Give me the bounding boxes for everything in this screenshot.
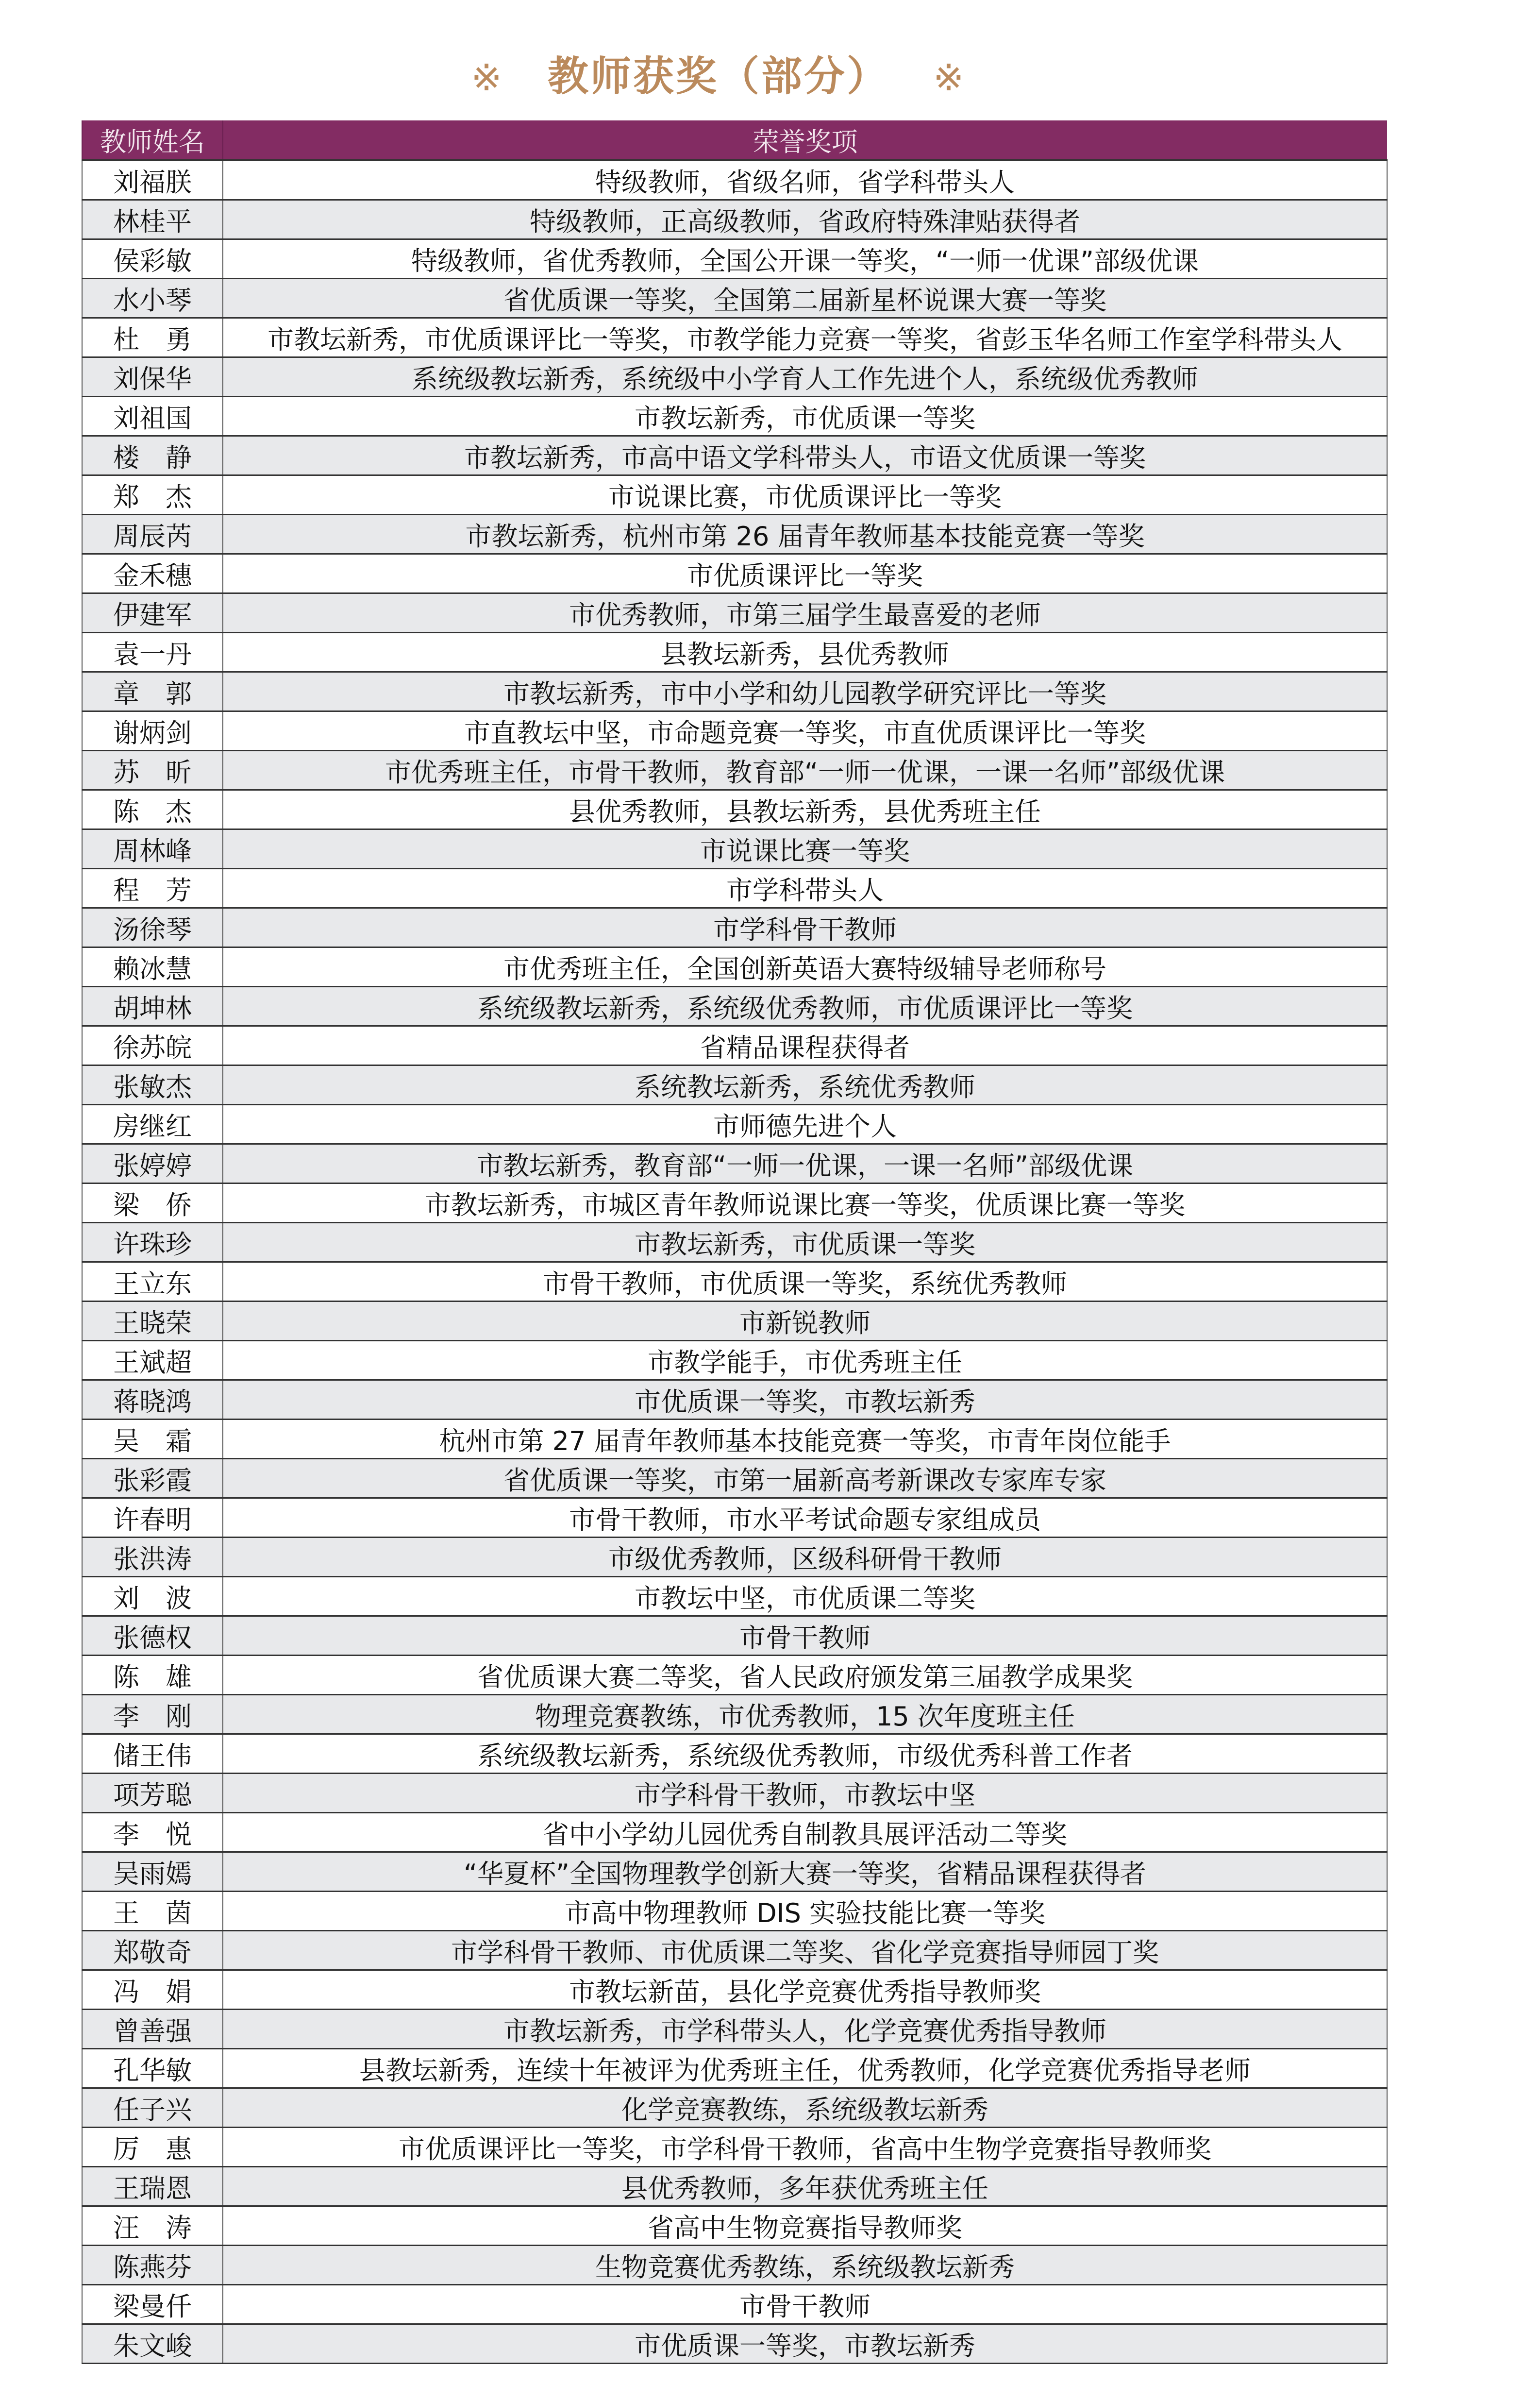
table-row <box>82 711 1387 751</box>
honors-cell: 市高中物理教师 DIS 实验技能比赛一等奖 <box>223 1892 1387 1931</box>
honors-cell: 市优秀班主任，全国创新英语大赛特级辅导老师称号 <box>223 947 1387 987</box>
teacher-name-cell: 金禾穗 <box>82 554 223 593</box>
teacher-name-cell: 吴雨嫣 <box>82 1852 223 1892</box>
honors-cell: 市优秀班主任，市骨干教师，教育部“一师一优课，一课一名师”部级优课 <box>223 751 1387 790</box>
teacher-name-cell: 郑 杰 <box>82 475 223 515</box>
table-row <box>82 1931 1387 1970</box>
teacher-name-cell: 杜 勇 <box>82 318 223 357</box>
honors-cell: “华夏杯”全国物理教学创新大赛一等奖，省精品课程获得者 <box>223 1852 1387 1892</box>
reference-mark-icon: ※ <box>471 56 504 99</box>
teacher-name-cell: 郑敬奇 <box>82 1931 223 1970</box>
teacher-name-cell: 朱文峻 <box>82 2324 223 2364</box>
table-row <box>82 2206 1387 2246</box>
teacher-name-cell: 汤徐琴 <box>82 908 223 947</box>
honors-cell: 省优质课大赛二等奖，省人民政府颁发第三届教学成果奖 <box>223 1656 1387 1695</box>
table-row <box>82 2128 1387 2167</box>
table-row <box>82 1970 1387 2010</box>
teacher-name-cell: 厉 惠 <box>82 2128 223 2167</box>
table-row <box>82 1774 1387 1813</box>
honors-cell: 系统级教坛新秀，系统级优秀教师，市优质课评比一等奖 <box>223 987 1387 1026</box>
teacher-name-cell: 项芳聪 <box>82 1774 223 1813</box>
title-text: 教师获奖（部分） <box>547 52 889 100</box>
table-row <box>82 1616 1387 1656</box>
honors-cell: 市骨干教师 <box>223 1616 1387 1656</box>
teacher-name-cell: 汪 涛 <box>82 2206 223 2246</box>
honors-cell: 市师德先进个人 <box>223 1105 1387 1144</box>
honors-cell: 省优质课一等奖，全国第二届新星杯说课大赛一等奖 <box>223 279 1387 318</box>
table-row <box>82 1262 1387 1302</box>
honors-cell: 市骨干教师，市水平考试命题专家组成员 <box>223 1498 1387 1538</box>
honors-cell: 市学科骨干教师，市教坛中坚 <box>223 1774 1387 1813</box>
honors-cell: 特级教师，省级名师，省学科带头人 <box>223 160 1387 200</box>
table-row <box>82 160 1387 200</box>
honors-cell: 生物竞赛优秀教练，系统级教坛新秀 <box>223 2246 1387 2285</box>
honors-cell: 市教坛新秀，市中小学和幼儿园教学研究评比一等奖 <box>223 672 1387 711</box>
table-row <box>82 947 1387 987</box>
table-row <box>82 1498 1387 1538</box>
table-row <box>82 869 1387 908</box>
teacher-name-cell: 侯彩敏 <box>82 239 223 279</box>
teacher-name-cell: 吴 霜 <box>82 1420 223 1459</box>
table-row <box>82 475 1387 515</box>
table-row <box>82 1577 1387 1616</box>
table-row <box>82 436 1387 475</box>
page-title <box>0 44 1437 102</box>
teacher-name-cell: 周林峰 <box>82 829 223 869</box>
table-row <box>82 357 1387 397</box>
table-row <box>82 829 1387 869</box>
teacher-name-cell: 王斌超 <box>82 1341 223 1380</box>
table-row <box>82 2285 1387 2324</box>
honors-cell: 市优质课一等奖，市教坛新秀 <box>223 1380 1387 1420</box>
teacher-name-cell: 任子兴 <box>82 2088 223 2128</box>
table-row <box>82 908 1387 947</box>
teacher-name-cell: 刘保华 <box>82 357 223 397</box>
teacher-name-cell: 许珠珍 <box>82 1223 223 1262</box>
honors-cell: 系统教坛新秀，系统优秀教师 <box>223 1065 1387 1105</box>
honors-cell: 特级教师，省优秀教师，全国公开课一等奖，“一师一优课”部级优课 <box>223 239 1387 279</box>
teacher-name-cell: 张彩霞 <box>82 1459 223 1498</box>
teacher-name-cell: 许春明 <box>82 1498 223 1538</box>
teacher-name-cell: 房继红 <box>82 1105 223 1144</box>
honors-cell: 市教坛新秀，市高中语文学科带头人，市语文优质课一等奖 <box>223 436 1387 475</box>
table-row <box>82 2167 1387 2206</box>
honors-cell: 县优秀教师，县教坛新秀，县优秀班主任 <box>223 790 1387 829</box>
teacher-name-cell: 程 芳 <box>82 869 223 908</box>
honors-cell: 市教学能手，市优秀班主任 <box>223 1341 1387 1380</box>
honors-cell: 市优质课一等奖，市教坛新秀 <box>223 2324 1387 2364</box>
teacher-name-cell: 谢炳剑 <box>82 711 223 751</box>
honors-cell: 市说课比赛一等奖 <box>223 829 1387 869</box>
table-row <box>82 554 1387 593</box>
honors-cell: 省中小学幼儿园优秀自制教具展评活动二等奖 <box>223 1813 1387 1852</box>
teacher-name-cell: 赖冰慧 <box>82 947 223 987</box>
honors-cell: 市教坛新秀，杭州市第 26 届青年教师基本技能竞赛一等奖 <box>223 515 1387 554</box>
teacher-name-cell: 梁曼仟 <box>82 2285 223 2324</box>
honors-cell: 市优秀教师，市第三届学生最喜爱的老师 <box>223 593 1387 633</box>
honors-cell: 市说课比赛，市优质课评比一等奖 <box>223 475 1387 515</box>
teacher-name-cell: 李 悦 <box>82 1813 223 1852</box>
teacher-name-cell: 刘福朕 <box>82 160 223 200</box>
table-row <box>82 1420 1387 1459</box>
table-body <box>82 160 1387 2364</box>
teacher-name-cell: 徐苏皖 <box>82 1026 223 1065</box>
teacher-name-cell: 陈 杰 <box>82 790 223 829</box>
teacher-name-cell: 张婷婷 <box>82 1144 223 1184</box>
teacher-name-cell: 冯 娟 <box>82 1970 223 2010</box>
teacher-name-cell: 王立东 <box>82 1262 223 1302</box>
table-row <box>82 633 1387 672</box>
table-row <box>82 593 1387 633</box>
honors-cell: 省高中生物竞赛指导教师奖 <box>223 2206 1387 2246</box>
teacher-name-cell: 张德权 <box>82 1616 223 1656</box>
table-row <box>82 239 1387 279</box>
awards-table <box>82 120 1388 2364</box>
teacher-name-cell: 王 茵 <box>82 1892 223 1931</box>
table-row <box>82 318 1387 357</box>
teacher-name-cell: 刘 波 <box>82 1577 223 1616</box>
table-row <box>82 515 1387 554</box>
table-row <box>82 2088 1387 2128</box>
honors-cell: 县教坛新秀，连续十年被评为优秀班主任，优秀教师，化学竞赛优秀指导老师 <box>223 2049 1387 2088</box>
honors-cell: 市教坛新苗，县化学竞赛优秀指导教师奖 <box>223 1970 1387 2010</box>
teacher-name-cell: 刘祖国 <box>82 397 223 436</box>
reference-mark-icon: ※ <box>933 56 966 99</box>
table-row <box>82 1341 1387 1380</box>
table-row <box>82 1026 1387 1065</box>
teacher-name-cell: 李 刚 <box>82 1695 223 1734</box>
table-row <box>82 1380 1387 1420</box>
teacher-name-cell: 陈 雄 <box>82 1656 223 1695</box>
teacher-name-cell: 周辰芮 <box>82 515 223 554</box>
teacher-name-cell: 林桂平 <box>82 200 223 239</box>
honors-cell: 特级教师，正高级教师，省政府特殊津贴获得者 <box>223 200 1387 239</box>
header-teacher-name: 教师姓名 <box>82 120 223 160</box>
honors-cell: 县教坛新秀，县优秀教师 <box>223 633 1387 672</box>
honors-cell: 市新锐教师 <box>223 1302 1387 1341</box>
table-row <box>82 1538 1387 1577</box>
honors-cell: 杭州市第 27 届青年教师基本技能竞赛一等奖，市青年岗位能手 <box>223 1420 1387 1459</box>
table-row <box>82 2246 1387 2285</box>
table-header-row <box>82 120 1387 160</box>
table-row <box>82 1695 1387 1734</box>
table-row <box>82 2324 1387 2364</box>
teacher-name-cell: 水小琴 <box>82 279 223 318</box>
teacher-name-cell: 孔华敏 <box>82 2049 223 2088</box>
teacher-name-cell: 曾善强 <box>82 2010 223 2049</box>
table-row <box>82 1656 1387 1695</box>
honors-cell: 化学竞赛教练，系统级教坛新秀 <box>223 2088 1387 2128</box>
honors-cell: 市教坛新秀，市学科带头人，化学竞赛优秀指导教师 <box>223 2010 1387 2049</box>
honors-cell: 系统级教坛新秀，系统级中小学育人工作先进个人，系统级优秀教师 <box>223 357 1387 397</box>
table-row <box>82 397 1387 436</box>
teacher-name-cell: 王晓荣 <box>82 1302 223 1341</box>
honors-cell: 市学科带头人 <box>223 869 1387 908</box>
table-row <box>82 1223 1387 1262</box>
honors-cell: 市教坛新秀，市城区青年教师说课比赛一等奖，优质课比赛一等奖 <box>223 1184 1387 1223</box>
table-row <box>82 279 1387 318</box>
honors-cell: 市直教坛中坚，市命题竞赛一等奖，市直优质课评比一等奖 <box>223 711 1387 751</box>
table-row <box>82 1852 1387 1892</box>
teacher-name-cell: 袁一丹 <box>82 633 223 672</box>
honors-cell: 市优质课评比一等奖 <box>223 554 1387 593</box>
header-honors: 荣誉奖项 <box>223 120 1387 160</box>
honors-cell: 省精品课程获得者 <box>223 1026 1387 1065</box>
honors-cell: 市骨干教师，市优质课一等奖，系统优秀教师 <box>223 1262 1387 1302</box>
teacher-name-cell: 张敏杰 <box>82 1065 223 1105</box>
honors-cell: 物理竞赛教练，市优秀教师，15 次年度班主任 <box>223 1695 1387 1734</box>
table-row <box>82 1065 1387 1105</box>
table-row <box>82 672 1387 711</box>
table-row <box>82 1184 1387 1223</box>
table-row <box>82 751 1387 790</box>
teacher-name-cell: 王瑞恩 <box>82 2167 223 2206</box>
honors-cell: 市学科骨干教师、市优质课二等奖、省化学竞赛指导师园丁奖 <box>223 1931 1387 1970</box>
honors-cell: 市级优秀教师，区级科研骨干教师 <box>223 1538 1387 1577</box>
honors-cell: 系统级教坛新秀，系统级优秀教师，市级优秀科普工作者 <box>223 1734 1387 1774</box>
table-row <box>82 1813 1387 1852</box>
table-row <box>82 790 1387 829</box>
teacher-name-cell: 伊建军 <box>82 593 223 633</box>
honors-cell: 省优质课一等奖，市第一届新高考新课改专家库专家 <box>223 1459 1387 1498</box>
teacher-name-cell: 苏 昕 <box>82 751 223 790</box>
table-row <box>82 1459 1387 1498</box>
teacher-name-cell: 张洪涛 <box>82 1538 223 1577</box>
teacher-name-cell: 楼 静 <box>82 436 223 475</box>
table-row <box>82 2010 1387 2049</box>
honors-cell: 市教坛新秀，市优质课一等奖 <box>223 397 1387 436</box>
table-row <box>82 987 1387 1026</box>
table-row <box>82 1892 1387 1931</box>
table-row <box>82 1734 1387 1774</box>
table-row <box>82 1144 1387 1184</box>
honors-cell: 市教坛新秀，市优质课一等奖 <box>223 1223 1387 1262</box>
honors-cell: 市教坛新秀，教育部“一师一优课，一课一名师”部级优课 <box>223 1144 1387 1184</box>
honors-cell: 市学科骨干教师 <box>223 908 1387 947</box>
honors-cell: 县优秀教师，多年获优秀班主任 <box>223 2167 1387 2206</box>
honors-cell: 市优质课评比一等奖，市学科骨干教师，省高中生物学竞赛指导教师奖 <box>223 2128 1387 2167</box>
table-row <box>82 1302 1387 1341</box>
table-row <box>82 1105 1387 1144</box>
table-row <box>82 2049 1387 2088</box>
teacher-name-cell: 蒋晓鸿 <box>82 1380 223 1420</box>
honors-cell: 市骨干教师 <box>223 2285 1387 2324</box>
honors-cell: 市教坛新秀，市优质课评比一等奖，市教学能力竞赛一等奖，省彭玉华名师工作室学科带头人 <box>223 318 1387 357</box>
teacher-name-cell: 储王伟 <box>82 1734 223 1774</box>
honors-cell: 市教坛中坚，市优质课二等奖 <box>223 1577 1387 1616</box>
table-row <box>82 200 1387 239</box>
teacher-name-cell: 陈燕芬 <box>82 2246 223 2285</box>
teacher-name-cell: 梁 侨 <box>82 1184 223 1223</box>
teacher-name-cell: 胡坤林 <box>82 987 223 1026</box>
teacher-name-cell: 章 郭 <box>82 672 223 711</box>
